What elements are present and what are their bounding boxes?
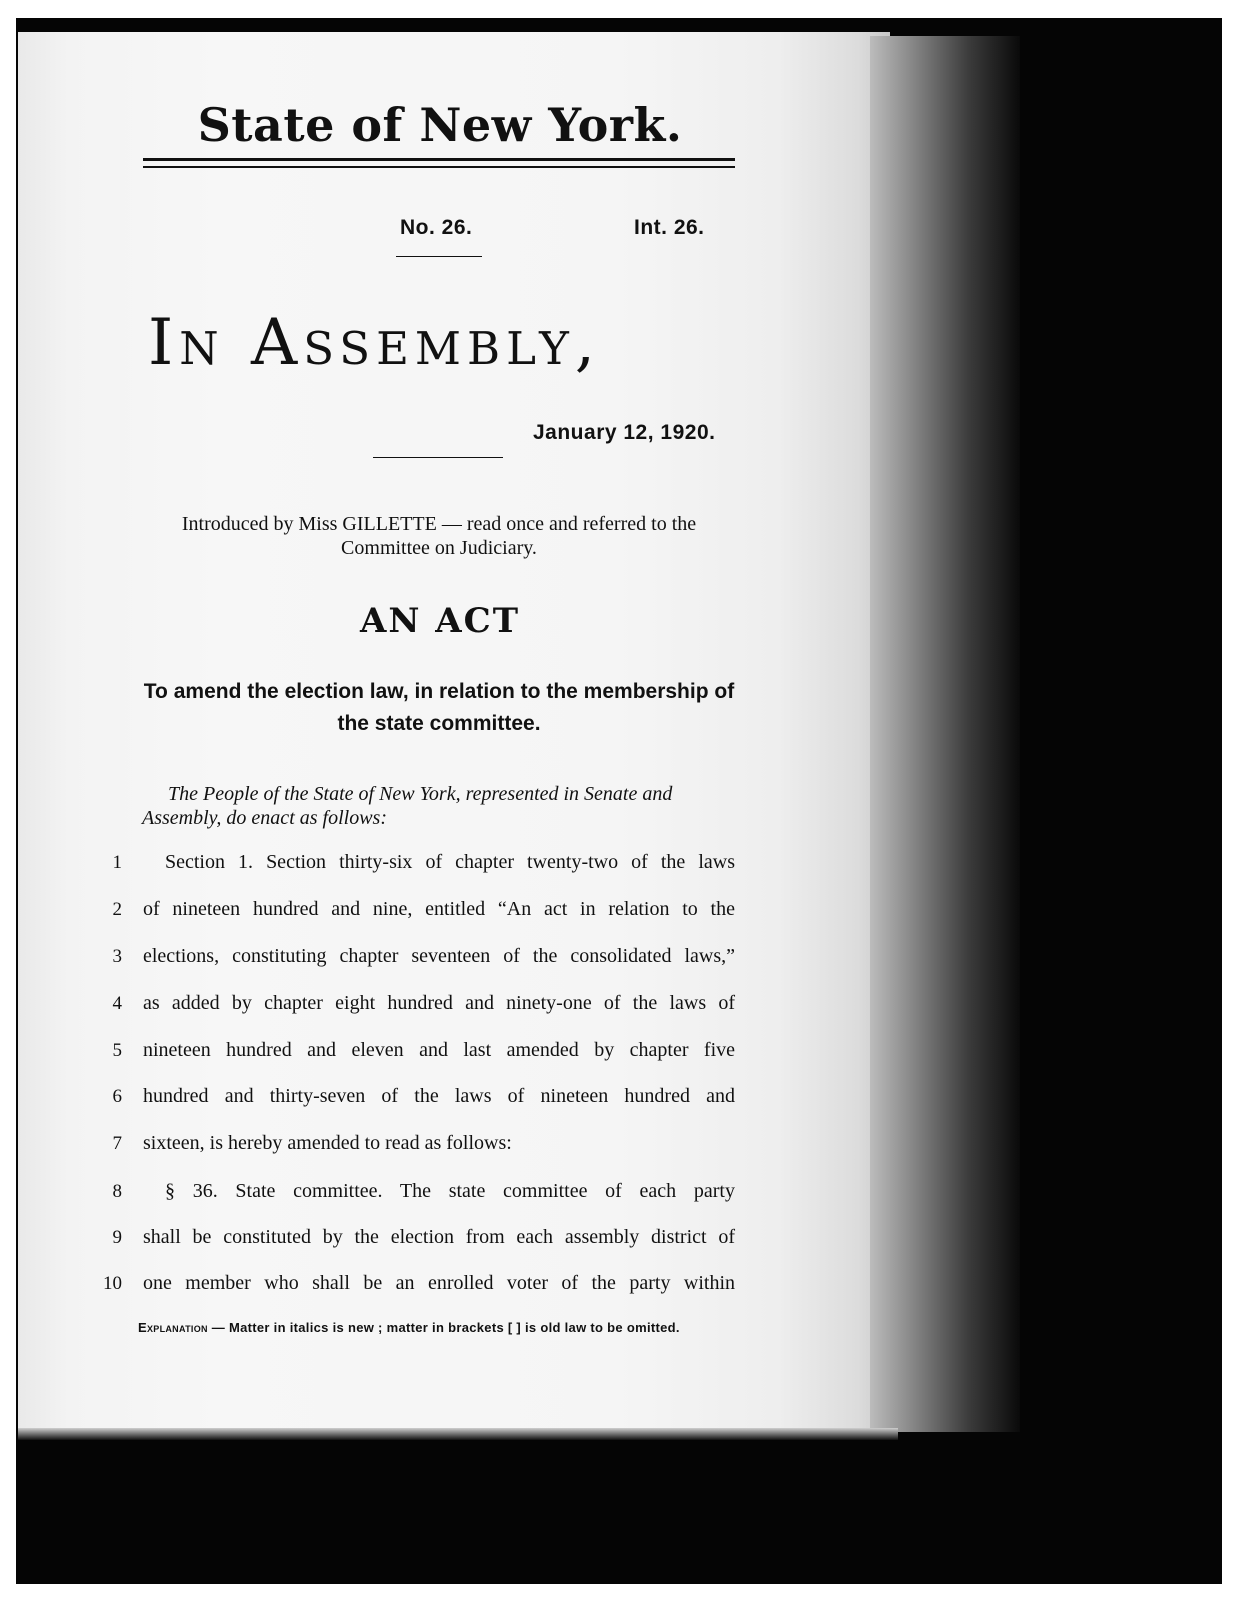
act-heading: AN ACT	[359, 601, 521, 641]
masthead-title: State of New York.	[197, 98, 683, 152]
bill-line: sixteen, is hereby amended to read as follows:	[143, 1132, 512, 1154]
bill-line: one member who shall be an enrolled voter of the party within	[143, 1272, 735, 1294]
bill-line: § 36. State committee. The state committee of each party	[165, 1180, 735, 1202]
bill-line: of nineteen hundred and nine, entitled “An act in relation to the	[143, 898, 735, 920]
masthead-rule-bottom	[143, 166, 735, 168]
line-number: 2	[112, 899, 122, 920]
line-number: 1	[112, 852, 122, 873]
enacting-clause: The People of the State of New York, represented in Senate and Assembly, do enact as follows:	[142, 783, 673, 829]
page-edge-shadow	[870, 36, 1020, 1432]
bill-number: No. 26.	[400, 216, 473, 239]
line-number: 9	[112, 1227, 122, 1248]
explanation-text: — Matter in italics is new ; matter in brackets [ ] is old law to be omitted.	[211, 1320, 680, 1335]
introduction-note: Introduced by Miss GILLETTE — read once and referred to the Committee on Judiciary.	[181, 513, 697, 559]
date-rule	[373, 457, 503, 458]
bill-line: hundred and thirty-seven of the laws of nineteen hundred and	[143, 1085, 735, 1107]
bill-line: as added by chapter eight hundred and ninety-one of the laws of	[143, 992, 735, 1014]
bill-date: January 12, 1920.	[533, 421, 716, 444]
masthead-rule-top	[143, 158, 735, 161]
line-number: 8	[112, 1181, 122, 1202]
line-number: 7	[112, 1133, 122, 1154]
bill-line: shall be constituted by the election from each assembly district of	[143, 1226, 735, 1248]
bill-line: nineteen hundred and eleven and last amended by chapter five	[143, 1039, 735, 1061]
line-number: 4	[112, 993, 122, 1014]
house-heading: In Assembly,	[148, 306, 602, 380]
line-number: 6	[112, 1086, 122, 1107]
bill-line: elections, constituting chapter seventeen of the consolidated laws,”	[143, 945, 735, 967]
number-rule	[396, 256, 482, 257]
explanation-note	[138, 1317, 738, 1339]
bill-line: Section 1. Section thirty-six of chapter twenty-two of the laws	[165, 851, 735, 873]
introductory-number: Int. 26.	[634, 216, 705, 239]
line-number: 5	[112, 1040, 122, 1061]
line-number: 3	[112, 946, 122, 967]
page-bottom-shadow	[18, 1428, 898, 1440]
line-number: 10	[103, 1273, 122, 1294]
act-purpose: To amend the election law, in relation to the membership of the state committee.	[143, 680, 735, 735]
explanation-label: Explanation	[138, 1320, 208, 1335]
